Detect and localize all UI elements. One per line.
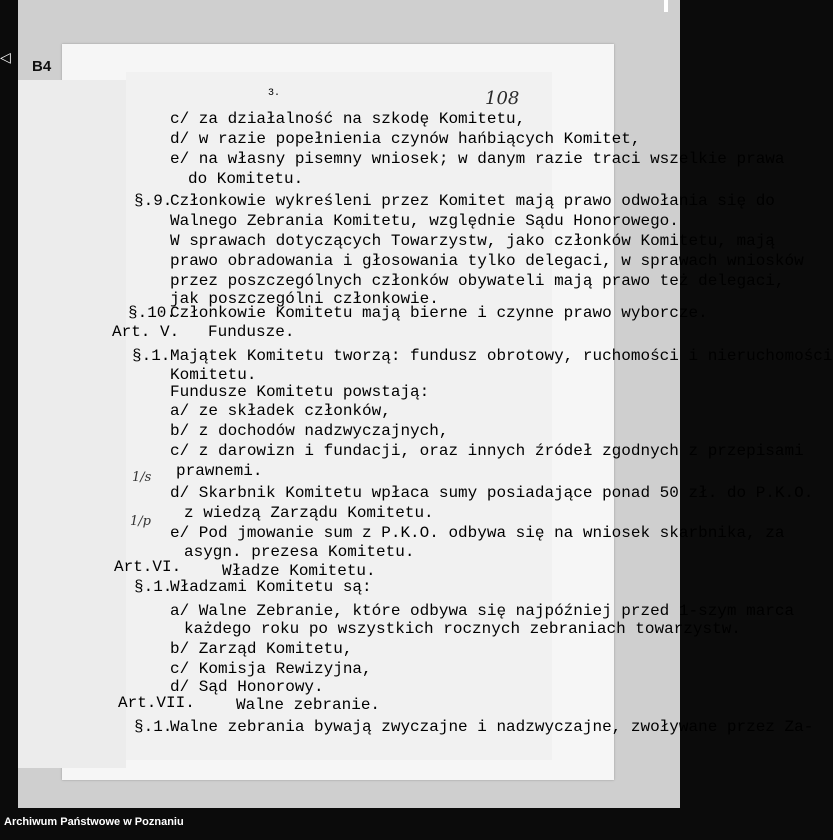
text-line: do Komitetu. — [188, 170, 304, 188]
archive-code: B4 — [32, 58, 52, 75]
text-line: każdego roku po wszystkich rocznych zebraniach towarzystw. — [184, 620, 741, 638]
text-line: Walne zebrania bywają zwyczajne i nadzwyczajne, zwoływane przez Za- — [170, 718, 814, 736]
article-number: Art.VI. — [114, 558, 182, 576]
text-line: c/ Komisja Rewizyjna, — [170, 660, 372, 678]
film-edge-mark — [664, 0, 668, 12]
margin-note: 1/p — [130, 514, 151, 529]
section-number: §.10. — [128, 304, 177, 322]
text-line: asygn. prezesa Komitetu. — [184, 543, 415, 561]
text-line: b/ Zarząd Komitetu, — [170, 640, 353, 658]
archive-label: Archiwum Państwowe w Poznaniu — [4, 816, 184, 828]
text-line: jak poszczególni członkowie. — [170, 290, 439, 308]
section-number: §.9. — [134, 192, 173, 210]
text-line: Majątek Komitetu tworzą: fundusz obrotowy, ruchomości i nieruchomości — [170, 347, 833, 365]
left-paper-strip — [18, 80, 126, 768]
text-line: przez poszczególnych członków obywateli mają prawo też delegaci, — [170, 272, 785, 290]
text-line: Fundusze Komitetu powstają: — [170, 383, 430, 401]
margin-note: 1/s — [132, 470, 152, 485]
text-line: e/ na własny pisemny wniosek; w danym razie traci wszelkie prawa — [170, 150, 785, 168]
text-line: b/ z dochodów nadzwyczajnych, — [170, 422, 449, 440]
text-line: z wiedzą Zarządu Komitetu. — [184, 504, 434, 522]
page-number: 3. — [268, 88, 281, 99]
article-number: Art. V. — [112, 323, 180, 341]
text-line: W sprawach dotyczących Towarzystw, jako członków Komitetu, mają — [170, 232, 775, 250]
text-line: prawnemi. — [176, 462, 263, 480]
text-line: Komitetu. — [170, 366, 257, 384]
article-title: Władze Komitetu. — [222, 562, 376, 580]
section-number: §.1. — [132, 347, 171, 365]
text-line: c/ z darowizn i fundacji, oraz innych źródeł zgodnych z przepisami — [170, 442, 804, 460]
section-number: §.1. — [134, 718, 173, 736]
text-line: Członkowie wykreśleni przez Komitet mają prawo odwołania się do — [170, 192, 775, 210]
section-number: §.1. — [134, 578, 173, 596]
text-line: a/ Walne Zebranie, które odbywa się najpóźniej przed 1-szym marca — [170, 602, 795, 620]
handwritten-folio-number: 108 — [485, 88, 520, 109]
text-line: c/ za działalność na szkodę Komitetu, — [170, 110, 526, 128]
text-line: prawo obradowania i głosowania tylko delegaci, w sprawach wniosków — [170, 252, 804, 270]
text-line: Władzami Komitetu są: — [170, 578, 372, 596]
film-arrow-icon: ◁ — [0, 50, 11, 66]
article-title: Walne zebranie. — [236, 696, 381, 714]
text-line: e/ Pod jmowanie sum z P.K.O. odbywa się na wniosek skarbnika, za — [170, 524, 785, 542]
text-line: d/ Sąd Honorowy. — [170, 678, 324, 696]
text-line: d/ w razie popełnienia czynów hańbiących Komitet, — [170, 130, 641, 148]
text-line: Członkowie Komitetu mają bierne i czynne prawo wyborcze. — [170, 304, 708, 322]
text-line: d/ Skarbnik Komitetu wpłaca sumy posiadające ponad 50 zł. do P.K.O. — [170, 484, 814, 502]
text-line: a/ ze składek członków, — [170, 402, 391, 420]
article-number: Art.VII. — [118, 694, 195, 712]
article-title: Fundusze. — [208, 323, 295, 341]
text-line: Walnego Zebrania Komitetu, względnie Sądu Honorowego. — [170, 212, 679, 230]
